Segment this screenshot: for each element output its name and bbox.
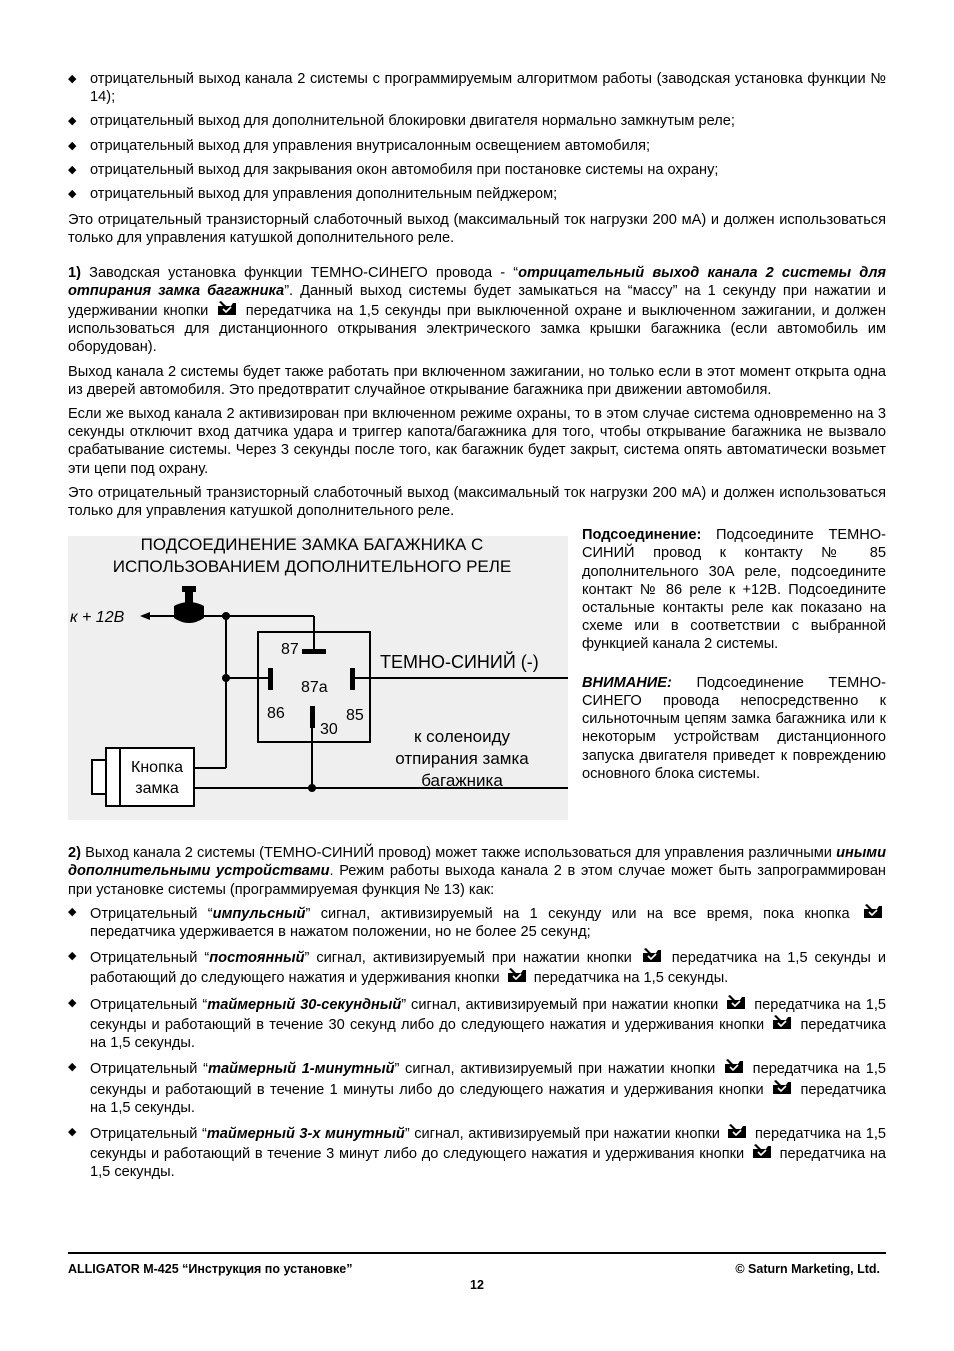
solenoid-label-1: к соленоиду (413, 727, 511, 747)
footer-title: ALLIGATOR M-425 “Инструкция по установке” (68, 1262, 353, 1276)
diagram-title-1: ПОДСОЕДИНЕНИЕ ЗАМКА БАГАЖНИКА С (140, 536, 484, 555)
pin-87-label: 87 (281, 641, 299, 659)
transistor-paragraph-2: Это отрицательный транзисторный слаботочный выход (максимальный ток нагрузки 200 мА) и должен использоваться только для управления катушкой дополнительного реле. (68, 484, 886, 520)
list-item: ◆ Отрицательный “таймерный 1-минутный” сигнал, активизируемый при нажатии кнопки передатчика на 1,5 секунды и работающий в течение 1 минуты либо до следующего нажатия и удерживания кнопки передатчика на 1,5 секунды. (68, 1058, 886, 1117)
pin-86-label: 86 (267, 705, 285, 723)
bullet-icon: ◆ (68, 115, 77, 128)
trunk-button-icon (641, 947, 663, 965)
trunk-button-icon (771, 1079, 793, 1097)
section-2-paragraph: 2) Выход канала 2 системы (ТЕМНО-СИНИЙ провод) может также использоваться для управления различными иными дополнительными устройствами. Режим работы выхода канала 2 в этом случае может быть запрограммирован при установке системы (программируемая функция № 13) как: (68, 845, 886, 898)
list-item: ◆ Отрицательный “таймерный 30-секундный” сигнал, активизируемый при нажатии кнопки передатчика на 1,5 секунды и работающий в течение 30 секунд либо до следующего нажатия и удерживания кнопки передатчика на 1,5 секунды. (68, 994, 886, 1053)
trunk-button-icon (725, 994, 747, 1012)
trunk-button-icon (862, 903, 884, 921)
list-item: ◆ Отрицательный “таймерный 3-х минутный” сигнал, активизируемый при нажатии кнопки передатчика на 1,5 секунды и работающий в течение 3 минут либо до следующего нажатия и удерживания кнопки передатчика на 1,5 секунды. (68, 1123, 886, 1182)
bullet-icon: ◆ (68, 1125, 77, 1138)
bullet-icon: ◆ (68, 73, 77, 85)
page-content (68, 70, 886, 1188)
mode-list (68, 903, 886, 1182)
connection-note: Подсоединение: Подсоедините ТЕМНО-СИНИЙ провод к контакту № 85 дополнительного 30А реле, подсоедините контакт № 86 реле к +12В. Подсоедините остальные контакты реле как показано на схеме или в соответствии с выбранной функцией канала 2 системы. (582, 527, 886, 653)
diagram-title-2: ИСПОЛЬЗОВАНИЕМ ДОПОЛНИТЕЛЬНОГО РЕЛЕ (112, 557, 512, 577)
transistor-paragraph: Это отрицательный транзисторный слаботочный выход (максимальный ток нагрузки 200 мА) и должен использоваться только для управления катушкой дополнительного реле. (68, 212, 886, 247)
dark-blue-wire-label: ТЕМНО-СИНИЙ (-) (380, 652, 539, 673)
page-footer (68, 1252, 886, 1292)
warning-note: ВНИМАНИЕ: Подсоединение ТЕМНО-СИНЕГО провода непосредственно к сильноточным цепям замка багажника или к некоторым устройствам дистанционного запуска двигателя приведет к повреждению основного блока системы. (582, 674, 886, 782)
trunk-button-switch (92, 748, 194, 806)
pin-85-label: 85 (346, 707, 364, 725)
bullet-icon: ◆ (68, 950, 77, 963)
pin-87a-label: 87а (301, 679, 328, 697)
list-item: ◆ Отрицательный “постоянный” сигнал, активизируемый при нажатии кнопки передатчика на 1,5 секунды и работающий до следующего нажатия и удерживания кнопки передатчика на 1,5 секунды. (68, 947, 886, 987)
pin-30-label: 30 (320, 721, 338, 739)
plus-12v-label: к + 12В (70, 609, 125, 627)
bullet-icon: ◆ (68, 1061, 77, 1074)
bullet-icon: ◆ (68, 905, 77, 918)
trunk-button-icon (723, 1058, 745, 1076)
trunk-button-icon (751, 1143, 773, 1161)
list-item: ◆ отрицательный выход для закрывания окон автомобиля при постановке системы на охрану; (68, 161, 719, 178)
bullet-icon: ◆ (68, 996, 77, 1009)
solenoid-label-3: багажника (421, 771, 503, 791)
diagram-notes (582, 526, 886, 783)
trunk-button-icon (726, 1123, 748, 1141)
bullet-list-top (68, 70, 886, 203)
button-label-1: Кнопка (131, 759, 183, 777)
button-label-2: замка (135, 780, 179, 798)
list-item: ◆ Отрицательный “импульсный” сигнал, активизируемый на 1 секунду или на все время, пока кнопка передатчика удерживается в нажатом положении, но не более 25 секунд; (68, 903, 886, 941)
ignition-paragraph: Выход канала 2 системы будет также работать при включенном зажигании, но только если в этот момент открыта одна из дверей автомобиля. Это предотвратит случайное открывание багажника при движении автомобиля. (68, 363, 886, 398)
footer-copyright: © Saturn Marketing, Ltd. (735, 1262, 880, 1276)
footer-divider (68, 1252, 886, 1254)
trunk-button-icon (771, 1014, 793, 1032)
section-1-paragraph: 1) Заводская установка функции ТЕМНО-СИНЕГО провода - “отрицательный выход канала 2 системы для отпирания замка багажника”. Данный выход системы будет замыкаться на “массу” на 1 секунду при нажатии и удерживании кнопки передатчика на 1,5 секунды при выключенной охране и выключенном зажигании, и должен использоваться для дистанционного открывания электрического замка крышки багажника (если автомобиль им оборудован). (68, 264, 886, 356)
bullet-icon: ◆ (68, 188, 77, 201)
page-number: 12 (470, 1278, 484, 1292)
solenoid-label-2: отпирания замка (395, 749, 529, 769)
wiring-diagram (68, 526, 886, 826)
bullet-icon: ◆ (68, 139, 77, 152)
guard-paragraph: Если же выход канала 2 активизирован при включенном режиме охраны, то в этом случае система одновременно на 3 секунды отключит вход датчика удара и триггер капота/багажника для того, чтобы открывание багажника не вызвало срабатывание системы. Через 3 секунды после того, как багажник будет закрыт, система опять автоматически возьмет эти цепи под охрану. (68, 406, 886, 477)
relay-schematic (68, 536, 568, 820)
bullet-icon: ◆ (68, 163, 77, 176)
list-item: ◆ отрицательный выход для дополнительной блокировки двигателя нормально замкнутым реле; (68, 113, 735, 130)
list-item: ◆ отрицательный выход для управления дополнительным пейджером; (68, 186, 558, 203)
trunk-button-icon (216, 300, 238, 318)
trunk-button-icon (506, 967, 528, 985)
list-item: ◆ отрицательный выход для управления внутрисалонным освещением автомобиля; (68, 137, 651, 154)
list-item: ◆ отрицательный выход канала 2 системы с программируемым алгоритмом работы (заводская установка функции № 14); (68, 71, 886, 106)
